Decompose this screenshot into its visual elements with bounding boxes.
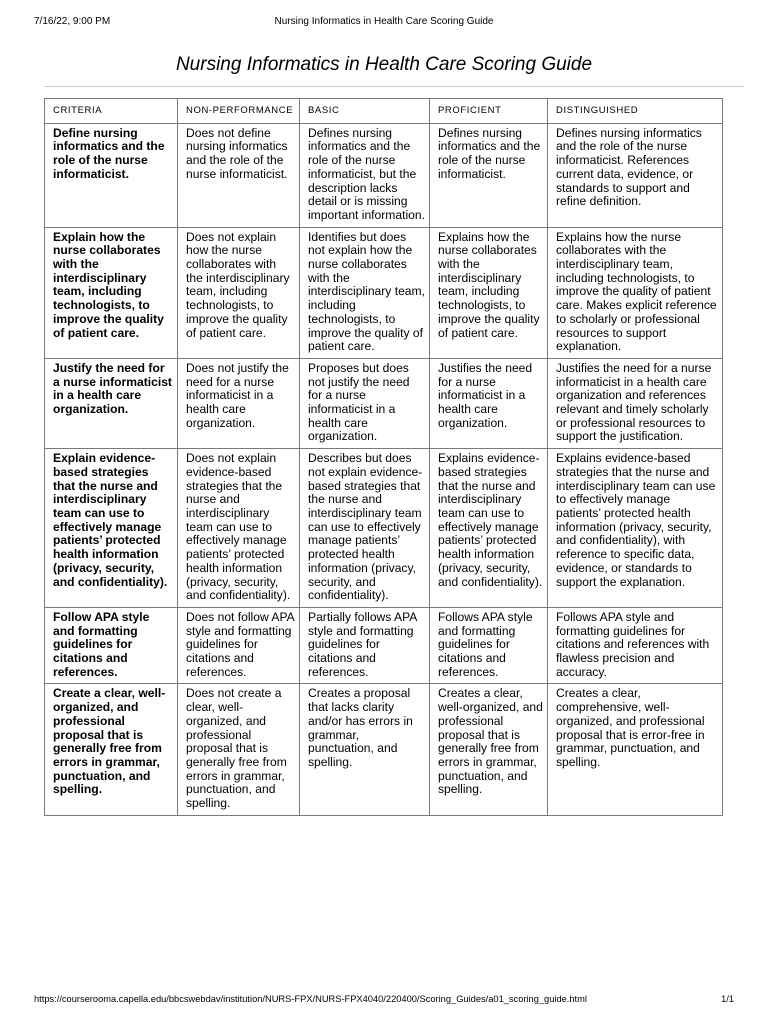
print-date: 7/16/22, 9:00 PM [34, 16, 111, 27]
document-title: Nursing Informatics in Health Care Scoring Guide [175, 54, 593, 75]
basic-cell: Proposes but does not justify the need for a nurse informaticist in a health care organization. [300, 358, 430, 448]
column-header-non-performance: NON-PERFORMANCE [178, 99, 300, 124]
non-performance-cell: Does not follow APA style and formatting guidelines for citations and references. [178, 607, 300, 684]
proficient-cell: Defines nursing informatics and the role of the nurse informaticist. [430, 123, 548, 227]
distinguished-cell: Explains evidence-based strategies that the nurse and interdisciplinary team can use to effectively manage patients’ protected health information (privacy, security, and confidentiality), with reference to specific data, evidence, or standards to support the explanation. [548, 449, 723, 608]
proficient-cell: Follows APA style and formatting guidelines for citations and references. [430, 607, 548, 684]
distinguished-cell: Defines nursing informatics and the role of the nurse informaticist. References current data, evidence, or standards to support and refine definition. [548, 123, 723, 227]
print-footer [34, 994, 734, 1008]
basic-cell: Creates a proposal that lacks clarity and/or has errors in grammar, punctuation, and spelling. [300, 684, 430, 815]
column-header-basic: BASIC [300, 99, 430, 124]
criteria-cell: Explain how the nurse collaborates with the interdisciplinary team, including technologists, to improve the quality of patient care. [45, 227, 178, 358]
distinguished-cell: Follows APA style and formatting guidelines for citations and references with flawless precision and accuracy. [548, 607, 723, 684]
non-performance-cell: Does not justify the need for a nurse informaticist in a health care organization. [178, 358, 300, 448]
table-header-row [45, 99, 723, 124]
proficient-cell: Justifies the need for a nurse informaticist in a health care organization. [430, 358, 548, 448]
table-row [45, 607, 723, 684]
criteria-cell: Follow APA style and formatting guidelines for citations and references. [45, 607, 178, 684]
table-row [45, 123, 723, 227]
basic-cell: Identifies but does not explain how the nurse collaborates with the interdisciplinary team, including technologists, to improve the quality of patient care. [300, 227, 430, 358]
non-performance-cell: Does not create a clear, well-organized, and professional proposal that is generally free from errors in grammar, punctuation, and spelling. [178, 684, 300, 815]
print-header [34, 16, 734, 30]
non-performance-cell: Does not explain how the nurse collaborates with the interdisciplinary team, including technologists, to improve the quality of patient care. [178, 227, 300, 358]
proficient-cell: Explains evidence-based strategies that the nurse and interdisciplinary team can use to effectively manage patients’ protected health information (privacy, security, and confidentiality). [430, 449, 548, 608]
table-row [45, 227, 723, 358]
table-row [45, 358, 723, 448]
source-url[interactable]: https://courserooma.capella.edu/bbcswebdav/institution/NURS-FPX/NURS-FPX4040/220400/Scoring_Guides/a01_scoring_guide.html [34, 994, 587, 1004]
column-header-criteria: CRITERIA [45, 99, 178, 124]
criteria-cell: Define nursing informatics and the role of the nurse informaticist. [45, 123, 178, 227]
criteria-cell: Explain evidence-based strategies that the nurse and interdisciplinary team can use to effectively manage patients’ protected health information (privacy, security, and confidentiality). [45, 449, 178, 608]
distinguished-cell: Explains how the nurse collaborates with the interdisciplinary team, including technologists, to improve the quality of patient care. Makes explicit reference to scholarly or professional resources to support explanation. [548, 227, 723, 358]
title-divider [44, 86, 744, 87]
non-performance-cell: Does not define nursing informatics and the role of the nurse informaticist. [178, 123, 300, 227]
non-performance-cell: Does not explain evidence-based strategies that the nurse and interdisciplinary team can use to effectively manage patients’ protected health information (privacy, security, and confidentiality). [178, 449, 300, 608]
basic-cell: Partially follows APA style and formatting guidelines for citations and references. [300, 607, 430, 684]
print-page-title: Nursing Informatics in Health Care Scoring Guide [274, 16, 494, 27]
criteria-cell: Create a clear, well-organized, and professional proposal that is generally free from errors in grammar, punctuation, and spelling. [45, 684, 178, 815]
page-number: 1/1 [721, 994, 734, 1004]
table-row [45, 684, 723, 815]
table-row [45, 449, 723, 608]
column-header-proficient: PROFICIENT [430, 99, 548, 124]
distinguished-cell: Creates a clear, comprehensive, well-organized, and professional proposal that is error-free in grammar, punctuation, and spelling. [548, 684, 723, 815]
basic-cell: Defines nursing informatics and the role of the nurse informaticist, but the description lacks detail or is missing important information. [300, 123, 430, 227]
distinguished-cell: Justifies the need for a nurse informaticist in a health care organization and references relevant and timely scholarly or professional resources to support the justification. [548, 358, 723, 448]
scoring-guide-table [44, 98, 723, 816]
basic-cell: Describes but does not explain evidence-based strategies that the nurse and interdisciplinary team can use to effectively manage patients’ protected health information (privacy, security, and confidentiality). [300, 449, 430, 608]
proficient-cell: Explains how the nurse collaborates with the interdisciplinary team, including technologists, to improve the quality of patient care. [430, 227, 548, 358]
column-header-distinguished: DISTINGUISHED [548, 99, 723, 124]
criteria-cell: Justify the need for a nurse informaticist in a health care organization. [45, 358, 178, 448]
proficient-cell: Creates a clear, well-organized, and professional proposal that is generally free from errors in grammar, punctuation, and spelling. [430, 684, 548, 815]
